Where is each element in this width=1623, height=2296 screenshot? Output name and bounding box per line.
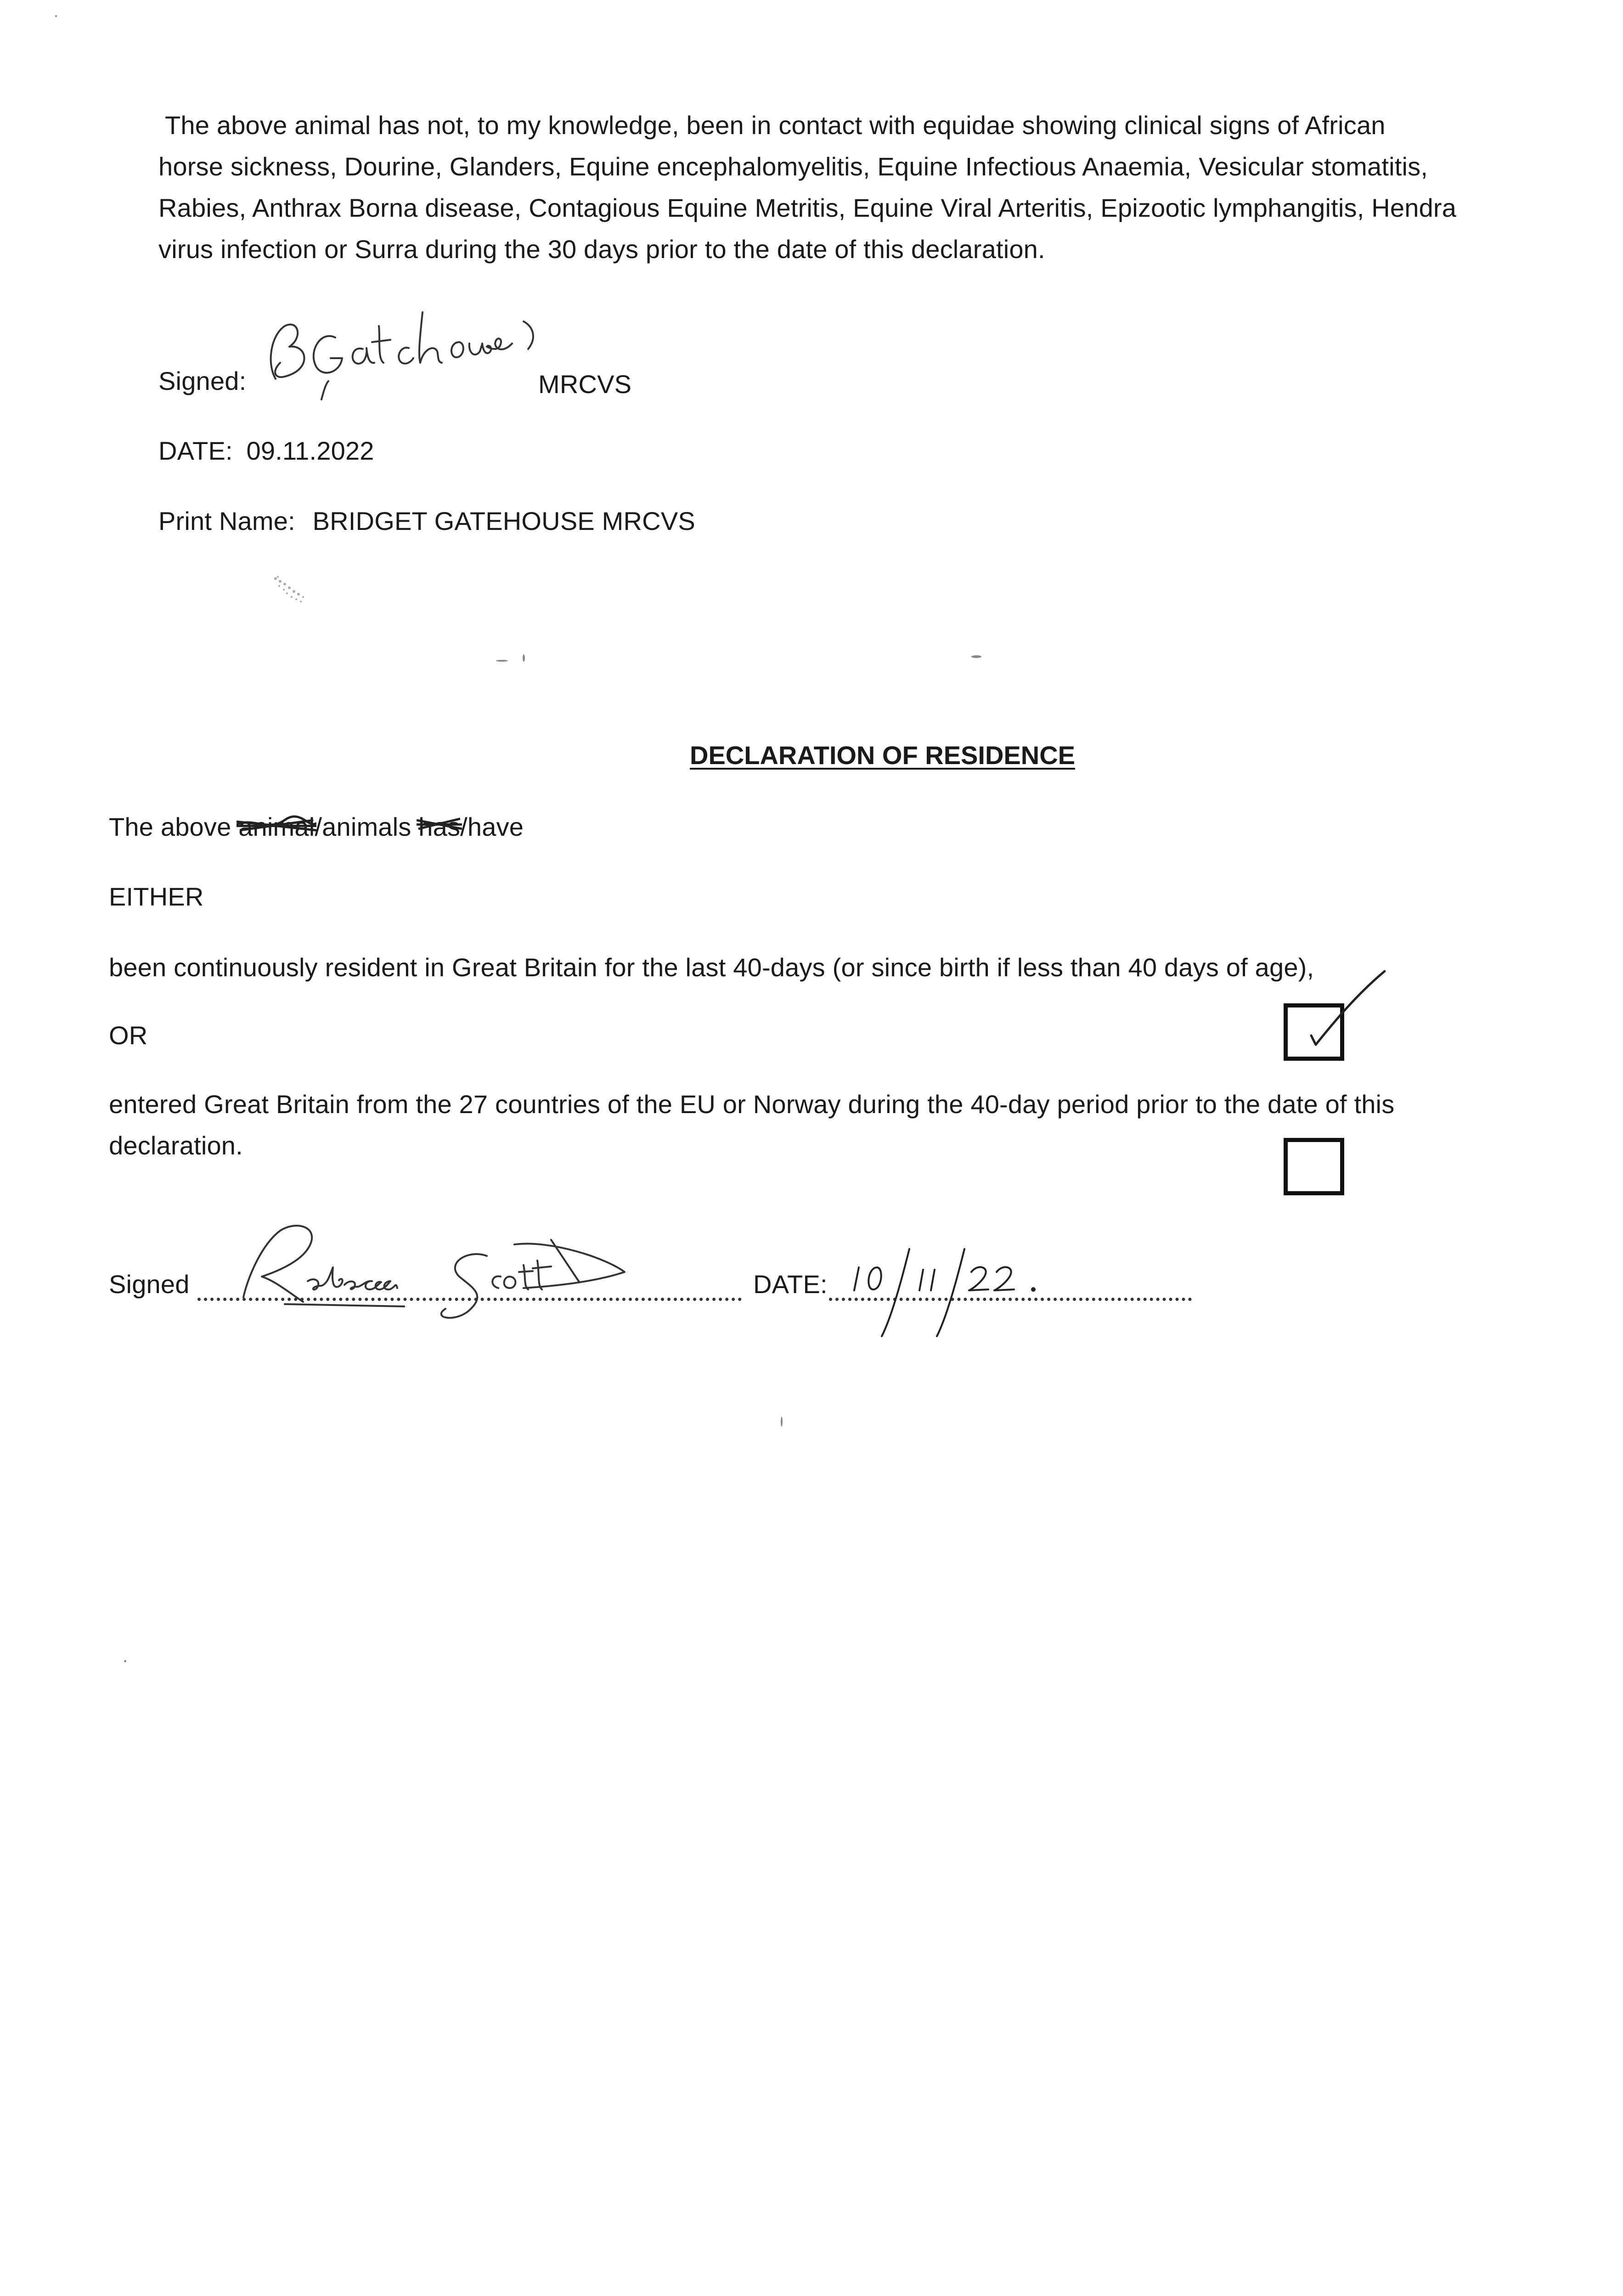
struck-word-animal: animal <box>238 812 315 841</box>
vet-print-name-row <box>158 501 695 542</box>
scan-smudge <box>271 574 321 611</box>
or-label: OR <box>109 1021 148 1050</box>
vet-signature <box>257 294 542 400</box>
scan-mark <box>496 660 508 662</box>
scan-mark <box>971 655 981 658</box>
contact-declaration-paragraph <box>158 105 1545 270</box>
either-label: EITHER <box>109 882 204 911</box>
owner-signature <box>230 1212 689 1336</box>
checkmark-icon <box>1307 967 1394 1058</box>
owner-date-handwritten <box>845 1235 1084 1341</box>
vet-print-name-value: BRIDGET GATEHOUSE MRCVS <box>312 506 695 535</box>
vet-date-label: DATE: <box>158 436 233 465</box>
scan-mark <box>523 654 525 662</box>
residence-intro-suffix: /have <box>460 812 524 841</box>
struck-text <box>238 806 315 848</box>
contact-declaration-line-2: horse sickness, Dourine, Glanders, Equine encephalomyelitis, Equine Infectious Anaemia, Vesicular stomatitis, <box>158 152 1428 181</box>
owner-signed-label: Signed <box>109 1270 190 1299</box>
residence-intro-middle: /animals <box>315 812 419 841</box>
contact-declaration-line-3: Rabies, Anthrax Borna disease, Contagious Equine Metritis, Equine Viral Arteritis, Epizootic lymphangitis, Hendra <box>158 193 1457 222</box>
vet-mrcvs-label: MRCVS <box>538 370 632 399</box>
scan-mark <box>55 15 57 17</box>
residence-intro <box>109 806 524 848</box>
residence-intro-prefix: The above <box>109 812 239 841</box>
vet-print-name-label: Print Name: <box>158 506 295 535</box>
option-2-checkbox[interactable] <box>1284 1138 1344 1195</box>
option-1-text: been continuously resident in Great Britain for the last 40-days (or since birth if less than 40 days of age), <box>109 953 1314 982</box>
option-2-line-2: declaration. <box>109 1131 243 1160</box>
residence-heading: DECLARATION OF RESIDENCE <box>690 741 1075 770</box>
option-2-line-1: entered Great Britain from the 27 countries of the EU or Norway during the 40-day period prior to the date of this <box>109 1090 1395 1119</box>
vet-date-row <box>158 430 374 472</box>
vet-date-value: 09.11.2022 <box>246 436 374 465</box>
scan-mark <box>781 1417 783 1427</box>
struck-text <box>418 806 460 848</box>
contact-declaration-line-4: virus infection or Surra during the 30 days prior to the date of this declaration. <box>158 235 1045 264</box>
contact-declaration-line-1: The above animal has not, to my knowledge, been in contact with equidae showing clinical signs of African <box>165 111 1386 140</box>
vet-signed-label: Signed: <box>158 366 247 395</box>
struck-word-has: has <box>418 812 461 841</box>
owner-date-label: DATE: <box>753 1270 828 1299</box>
scan-mark <box>124 1660 126 1662</box>
